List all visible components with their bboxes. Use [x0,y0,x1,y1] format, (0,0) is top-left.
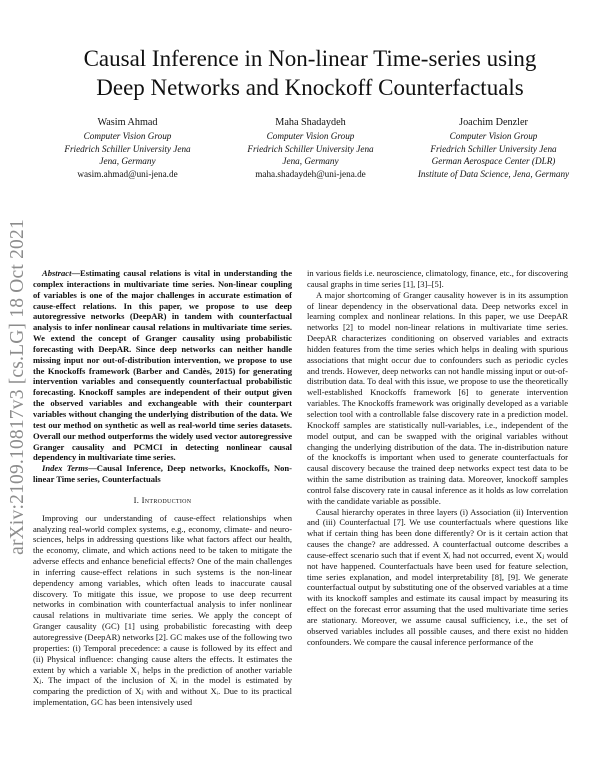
author-2 [223,117,398,180]
intro-paragraph-continued: in various fields i.e. neuroscience, climatology, finance, etc., for discovering causal graphs in time series [1], [3]–[5]. [307,268,568,289]
author-affiliation: Jena, Germany [282,156,339,167]
author-affiliation: Jena, Germany [99,156,156,167]
author-affiliation: German Aerospace Center (DLR) [431,156,556,167]
index-terms [33,463,292,485]
author-name: Maha Shadaydeh [275,117,346,128]
author-affiliation: Friedrich Schiller University Jena [64,143,191,154]
section-heading: I. Introduction [133,494,192,505]
author-affiliation: Friedrich Schiller University Jena [247,143,374,154]
author-email: wasim.ahmad@uni-jena.de [77,168,178,179]
author-affiliation: Computer Vision Group [449,131,538,142]
author-name: Wasim Ahmad [97,117,158,128]
abstract-label: Abstract [42,268,72,278]
author-1 [40,117,215,180]
author-3 [406,117,581,180]
author-name: Joachim Denzler [459,117,528,128]
paper-title [40,44,580,102]
index-terms-label: Index Terms [42,463,89,474]
author-affiliation: Institute of Data Science, Jena, Germany [417,168,570,179]
author-affiliation: Computer Vision Group [83,131,172,142]
title-line-1: Causal Inference in Non-linear Time-series using [83,46,537,71]
right-column [307,268,568,648]
author-email: maha.shadaydeh@uni-jena.de [255,168,366,179]
title-line-2: Deep Networks and Knockoff Counterfactuals [96,75,524,100]
arxiv-id-text: arXiv:2109.10817v3 [cs.LG] 18 Oct 2021 [7,219,28,555]
intro-paragraph-2: A major shortcoming of Granger causality however is in its assumption of linear dependency in the observational data. Deep networks excel in learning complex and nonlinear relations. In this paper, we use DeepAR networks [2] to model non-linear relations in multivariate time series. DeepAR characterizes conditioning on observed variables and extracts hidden features from the time series which helps in dealing with spurious associations that might occur due to confounders such as periodic cycles and trends. However, deep networks can not handle missing input or out-of-distribution data. To deal with this issue, we propose to use the theoretically well-established Knockoffs framework [6] to generate intervention variables. The Knockoffs framework was originally developed as a variable selection tool with a controllable false discovery rate in a prediction model. Knockoff samples are statistically null-variables, i.e., independent of the model output, and can be swapped with the original variables without changing the underlying distribution of the data. The in-distribution nature of the knockoffs is important when used to generate counterfactuals for causal discovery because the trained deep networks expect test data to be within the same distribution as training data. Moreover, knockoff samples control false discovery rate in causal inference as it holds as low correlation with the candidate variable as possible. [307,289,568,506]
author-affiliation: Computer Vision Group [266,131,355,142]
author-affiliation: Friedrich Schiller University Jena [430,143,557,154]
abstract-text: —Estimating causal relations is vital in understanding the complex interactions in multivariate time series. Non-linear coupling of variables is one of the major challenges in accurate estimation of cause-effect relations. In this paper, we propose to use deep autoregressive networks (DeepAR) in tandem with counterfactual analysis to infer nonlinear causal relations in multivariate time series. We extend the concept of Granger causality using probabilistic forecasting with DeepAR. Since deep networks can neither handle missing input nor out-of-distribution intervention, we propose to use the Knockoffs framework (Barber and Candès, 2015) for generating intervention variables and consequently counterfactual probabilistic forecasting. Knockoff samples are independent of their output given the observed variables and exchangeable with their counterpart variables without changing the underlying distribution of the data. We test our method on synthetic as well as real-world time series datasets. Overall our method outperforms the widely used vector autoregressive Granger causality and PCMCI in detecting nonlinear causal dependency in multivariate time series. [33,268,292,463]
arxiv-identifier-sidebar [4,192,32,582]
abstract [33,268,292,463]
index-terms-text: —Causal Inference, Deep networks, Knockoffs, Non-linear Time series, Counterfactuals [33,463,293,485]
intro-paragraph-3: Causal hierarchy operates in three layers (i) Association (ii) Intervention and (iii) Counterfactual [7]. We use counterfactuals where questions like what if certain thing has been done differently? Or is it certain action that causes the change? are addressed. A counterfactual outcome describes a cause-effect scenario such that if event Xᵢ had not occurred, event Xⱼ would not have happened. Counterfactuals have been used for feature selection, time series explanation, and model interpretability [8], [9]. We generate counterfactual output by substituting one of the observed variables at a time with its knockoff samples and estimate its causal impact by measuring its effect on the forecast error assuming that the used multivariate time series are stationary. Moreover, we assume causal sufficiency, i.e., the set of observed variables includes all possible causes, and there exist no hidden confounders. We compare the causal inference performance of the [307,506,568,647]
left-column [33,268,292,708]
intro-paragraph-1: Improving our understanding of cause-effect relationships when analyzing real-world complex systems, e.g., economy, climate- and neuro-sciences, helps in addressing questions like what factors affect our health, the economy, climate, and which actions need to be taken to mitigate the adverse effects and enhance beneficial effects? One of the main challenges in inferring cause-effect relations in such systems is the non-linear dependency among variables, which often leads to inaccurate causal discovery. To mitigate this issue, we propose to use deep recurrent networks in combination with counterfactual analysis to infer nonlinear causal relations in multivariate time series. We apply the concept of Granger causality (GC) [1] using probabilistic forecasting with deep autoregressive (DeepAR) networks [2]. GC makes use of the following two properties: (i) Temporal precedence: a cause is followed by its effect and (ii) Physical influence: changing cause alters the effects. It estimates the extent by which a variable X₁ helps in the prediction of another variable Xⱼ. The impact of the inclusion of Xᵢ in the model is estimated by comparing the prediction of Xⱼ with and without Xᵢ. Due to its practical implementation, GC has been intensively used [33,512,292,708]
